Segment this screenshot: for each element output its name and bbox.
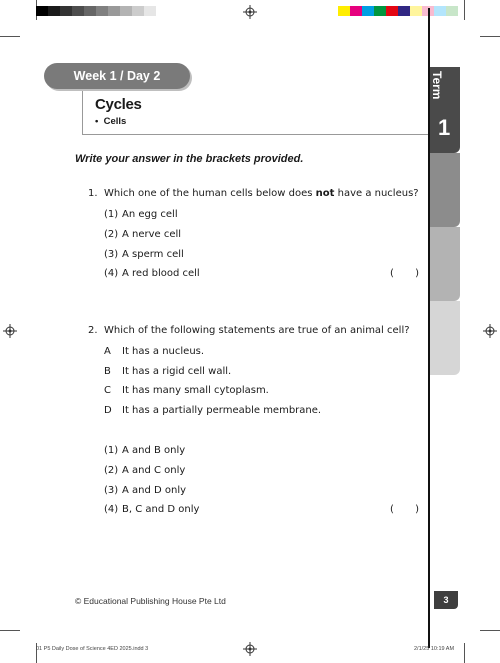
- term-label: Term: [430, 71, 444, 100]
- option-text: A and B only: [122, 445, 186, 456]
- crop-mark: [0, 36, 20, 37]
- topic-box: [82, 89, 428, 135]
- registration-mark-icon: [3, 324, 17, 338]
- instruction: Write your answer in the brackets provided.: [75, 153, 304, 165]
- section-tab: [430, 301, 460, 375]
- topic-title: Cycles: [95, 96, 142, 113]
- file-slug: 01 P5 Daily Dose of Science 4ED 2025.indd 3: [36, 646, 149, 652]
- crop-mark: [464, 643, 465, 663]
- option-label: (1): [104, 209, 119, 220]
- crop-mark: [480, 36, 500, 37]
- statement-label: C: [104, 385, 111, 396]
- week-day-label: Week 1 / Day 2: [73, 69, 161, 83]
- statement-label: D: [104, 405, 112, 416]
- section-tab: [430, 153, 460, 227]
- section-tab: [430, 227, 460, 301]
- option-label: (3): [104, 485, 119, 496]
- crop-mark: [480, 630, 500, 631]
- cmyk-color-bar: [338, 6, 458, 16]
- option-text: A red blood cell: [122, 268, 200, 279]
- week-day-pill: [44, 63, 190, 89]
- answer-bracket[interactable]: ( ): [390, 504, 419, 515]
- crop-mark: [464, 0, 465, 20]
- statement-text: It has a partially permeable membrane.: [122, 405, 322, 416]
- statement-label: B: [104, 366, 111, 377]
- question-stem: Which of the following statements are true of an animal cell?: [104, 325, 410, 336]
- statement-label: A: [104, 346, 111, 357]
- subtopic-label: Cells: [103, 116, 127, 127]
- date-slug: 2/1/25 10:19 AM: [414, 646, 455, 652]
- option-label: (4): [104, 504, 119, 515]
- grayscale-color-bar: [36, 6, 156, 16]
- subtopic: • Cells: [95, 116, 127, 127]
- option-text: A sperm cell: [122, 249, 184, 260]
- option-label: (1): [104, 445, 119, 456]
- registration-mark-icon: [243, 642, 257, 656]
- option-text: A nerve cell: [122, 229, 182, 240]
- term-tab: [430, 67, 460, 153]
- option-label: (2): [104, 229, 119, 240]
- term-number: 1: [438, 115, 451, 140]
- page-number: 3: [434, 591, 458, 609]
- option-text: An egg cell: [122, 209, 178, 220]
- question-number: 2.: [88, 325, 98, 336]
- statement-text: It has a nucleus.: [122, 346, 205, 357]
- copyright: © Educational Publishing House Pte Ltd: [75, 596, 226, 606]
- crop-mark: [0, 630, 20, 631]
- option-text: A and C only: [122, 465, 186, 476]
- statement-text: It has many small cytoplasm.: [122, 385, 269, 396]
- question-stem: Which one of the human cells below does not have a nucleus?: [104, 188, 419, 199]
- option-label: (3): [104, 249, 119, 260]
- option-label: (2): [104, 465, 119, 476]
- question-number: 1.: [88, 188, 98, 199]
- registration-mark-icon: [483, 324, 497, 338]
- emphasis: not: [315, 188, 335, 199]
- option-text: B, C and D only: [122, 504, 200, 515]
- option-label: (4): [104, 268, 119, 279]
- registration-mark-icon: [243, 5, 257, 19]
- answer-bracket[interactable]: ( ): [390, 268, 419, 279]
- option-text: A and D only: [122, 485, 187, 496]
- statement-text: It has a rigid cell wall.: [122, 366, 232, 377]
